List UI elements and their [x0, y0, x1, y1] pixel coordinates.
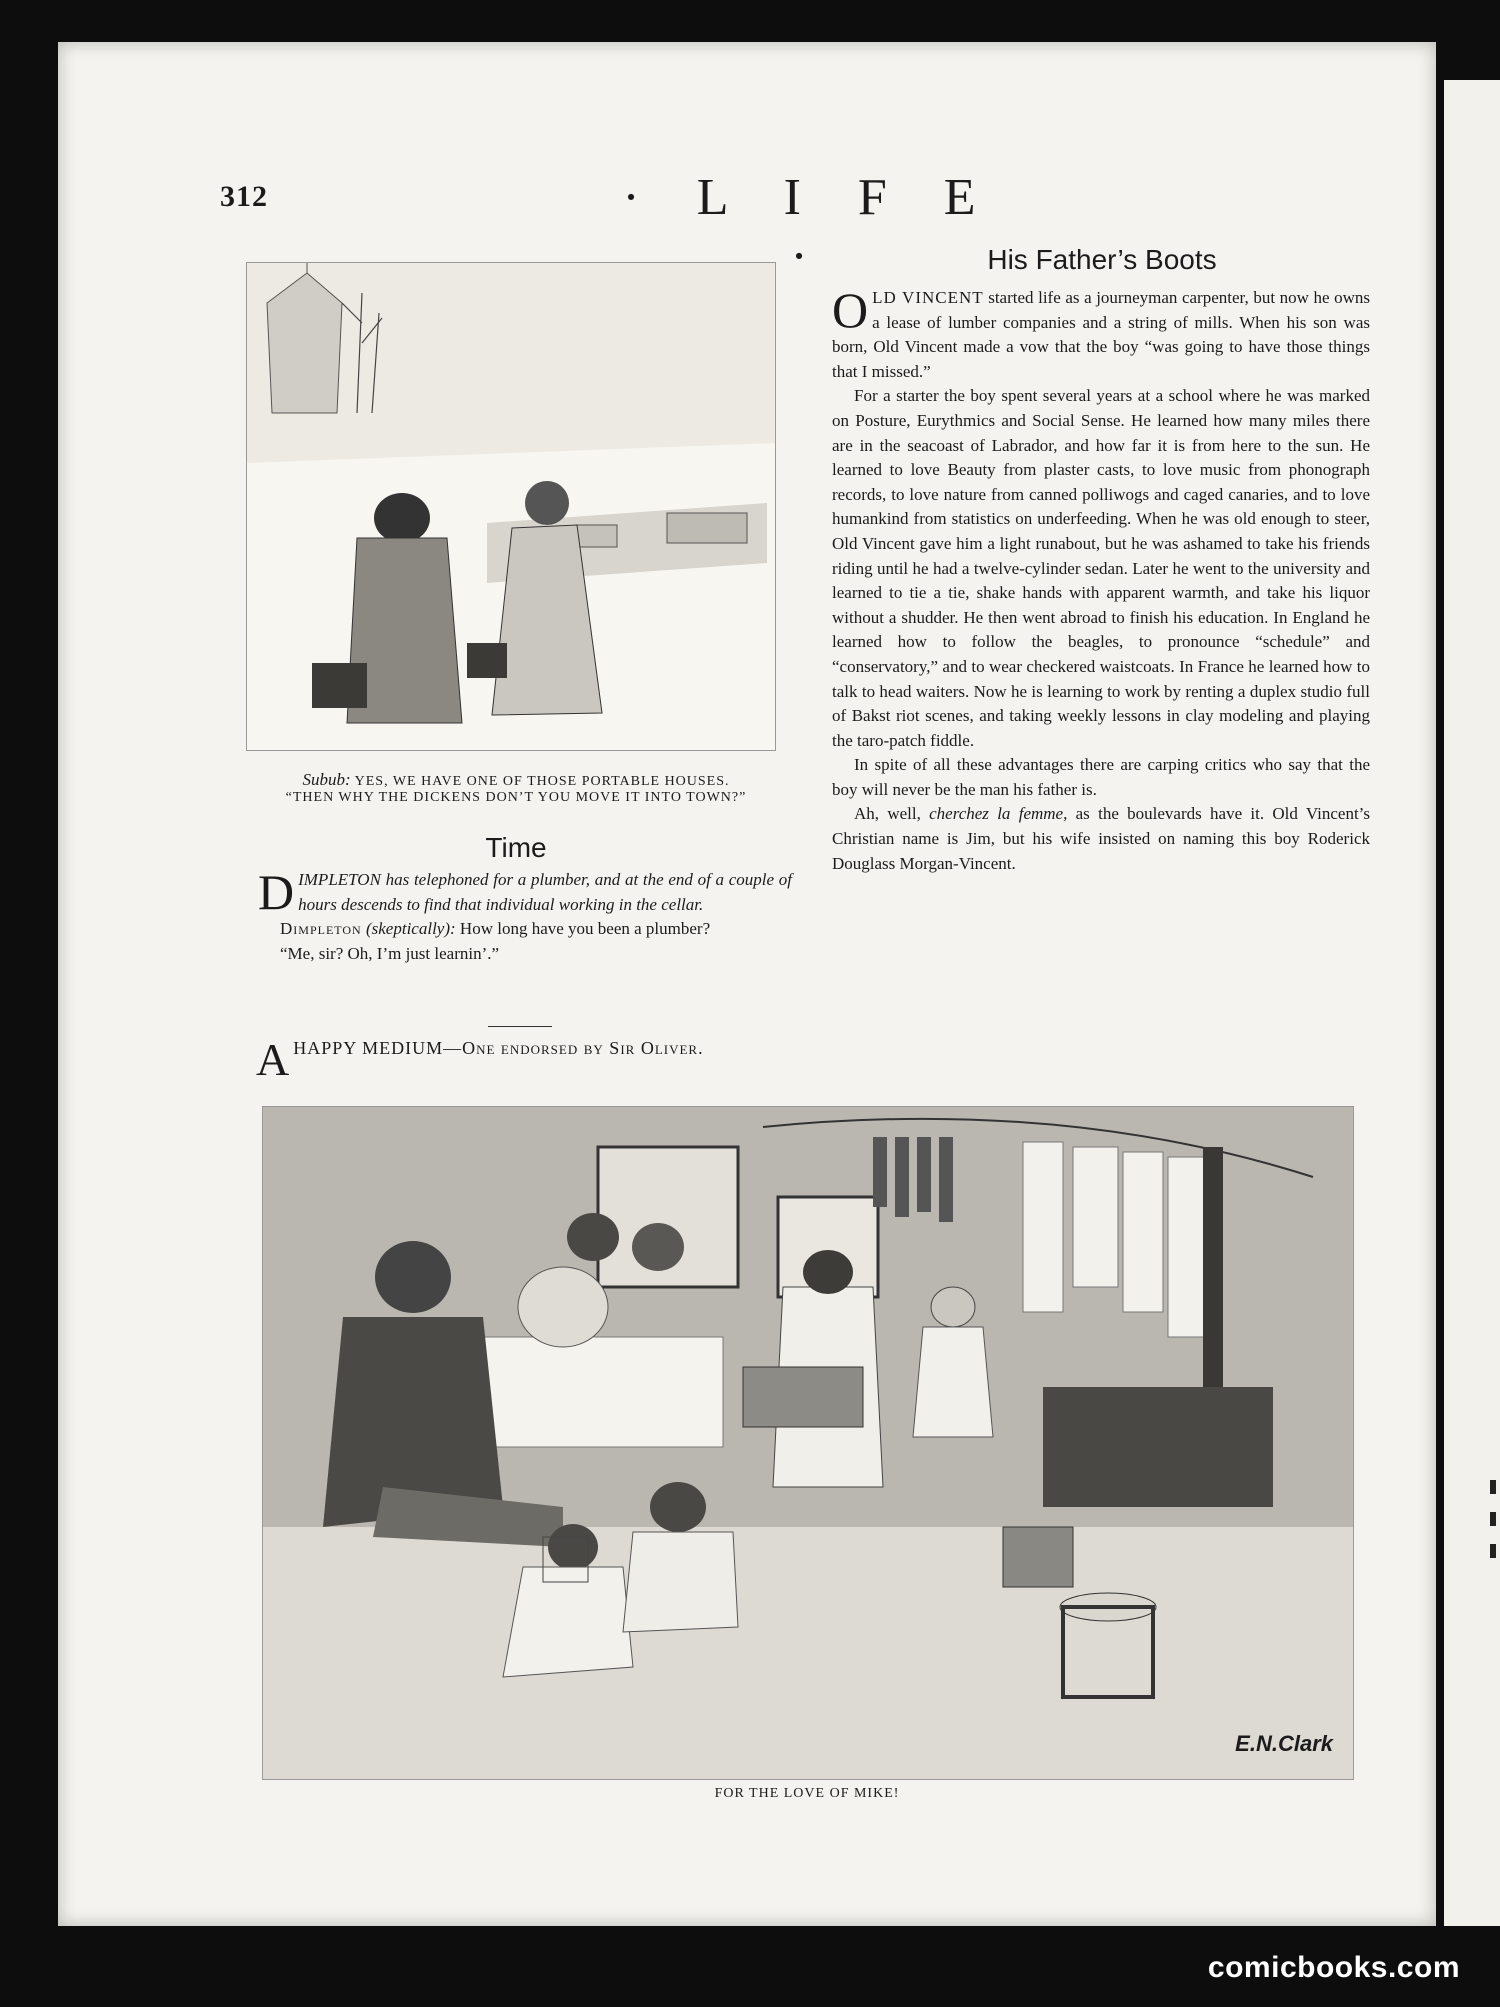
winter-scene-illustration — [246, 262, 776, 751]
time-dropcap: D — [258, 864, 295, 920]
family-kitchen-scene-illustration — [262, 1106, 1354, 1780]
artist-signature: E.N.Clark — [1235, 1731, 1333, 1756]
time-paragraph-3: “Me, sir? Oh, I’m just learnin’.” — [280, 943, 500, 963]
winter-scene-caption — [246, 770, 786, 806]
boots-paragraph-3: In spite of all these advantages there are carping critics who say that the boy will never be the man his father is. — [832, 755, 1370, 799]
boots-dropcap: O — [832, 282, 869, 338]
page-number: 312 — [220, 180, 268, 213]
boots-paragraph-2: For a starter the boy spent several years at a school where he was marked on Posture, Eurythmics and Social Sense. He learned how many miles there are in the seacoast of Labrador, and how far it is from here to the sun. He learned to love Beauty from plaster casts, to love music from phonograph records, to love nature from canned polliwogs and caged canaries, and to love humankind from statistics on underfeeding. When he was old enough to steer, Old Vincent gave him a light runabout, but he was ashamed to take his friends riding until he had a twelve-cylinder sedan. Later he went to the university and learned to tie a tie, shake hands with apparent warmth, and take his liquor without a shudder. He then went abroad to finish his education. In England he learned how to follow the beagles, to pronounce “schedule” and “conservatory,” and to wear checkered waistcoats. In France he learned how to talk to head waiters. Now he is learning to work by renting a duplex studio full of Bakst riot scenes, and taking weekly lessons in clay modeling and playing the taro-patch fiddle. — [832, 386, 1370, 750]
site-watermark: comicbooks.com — [1207, 1951, 1460, 1984]
kitchen-scene-caption: FOR THE LOVE OF MIKE! — [714, 1786, 900, 1801]
happy-medium-paragraph: A HAPPY MEDIUM—One endorsed by Sir Oliver. — [256, 1034, 704, 1085]
time-title: Time — [485, 832, 547, 863]
time-paragraph-1: D IMPLETON has telephoned for a plumber, and at the end of a couple of hours descends to find that individual working in the cellar. — [258, 864, 792, 920]
caption-speaker: Subub: — [302, 770, 351, 789]
boots-article-body — [832, 282, 1371, 876]
time-paragraph-2: Dimpleton (skeptically): How long have you been a plumber? — [280, 919, 711, 939]
caption-line-2: “THEN WHY THE DICKENS DON’T YOU MOVE IT INTO TOWN?” — [285, 790, 747, 805]
happy-medium-dropcap: A — [256, 1034, 290, 1085]
section-divider — [488, 1026, 552, 1027]
boots-paragraph-4: Ah, well, cherchez la femme, as the boulevards have it. Old Vincent’s Christian name is Jim, but his wife insisted on naming this boy Roderick Douglass Morgan-Vincent. — [832, 804, 1371, 873]
time-article-body — [258, 864, 792, 966]
adjacent-page-marks — [1490, 1480, 1496, 1576]
caption-line-1: YES, WE HAVE ONE OF THOSE PORTABLE HOUSES. — [354, 774, 730, 789]
masthead: · L I F E · — [622, 169, 998, 285]
boots-title: His Father’s Boots — [987, 244, 1217, 275]
boots-paragraph-1: O LD VINCENT started life as a journeyman carpenter, but now he owns a lease of lumber companies and a string of mills. When his son was born, Old Vincent made a vow that the boy “was going to have those things that I missed.” — [832, 282, 1371, 381]
adjacent-page-edge — [1444, 80, 1500, 1926]
